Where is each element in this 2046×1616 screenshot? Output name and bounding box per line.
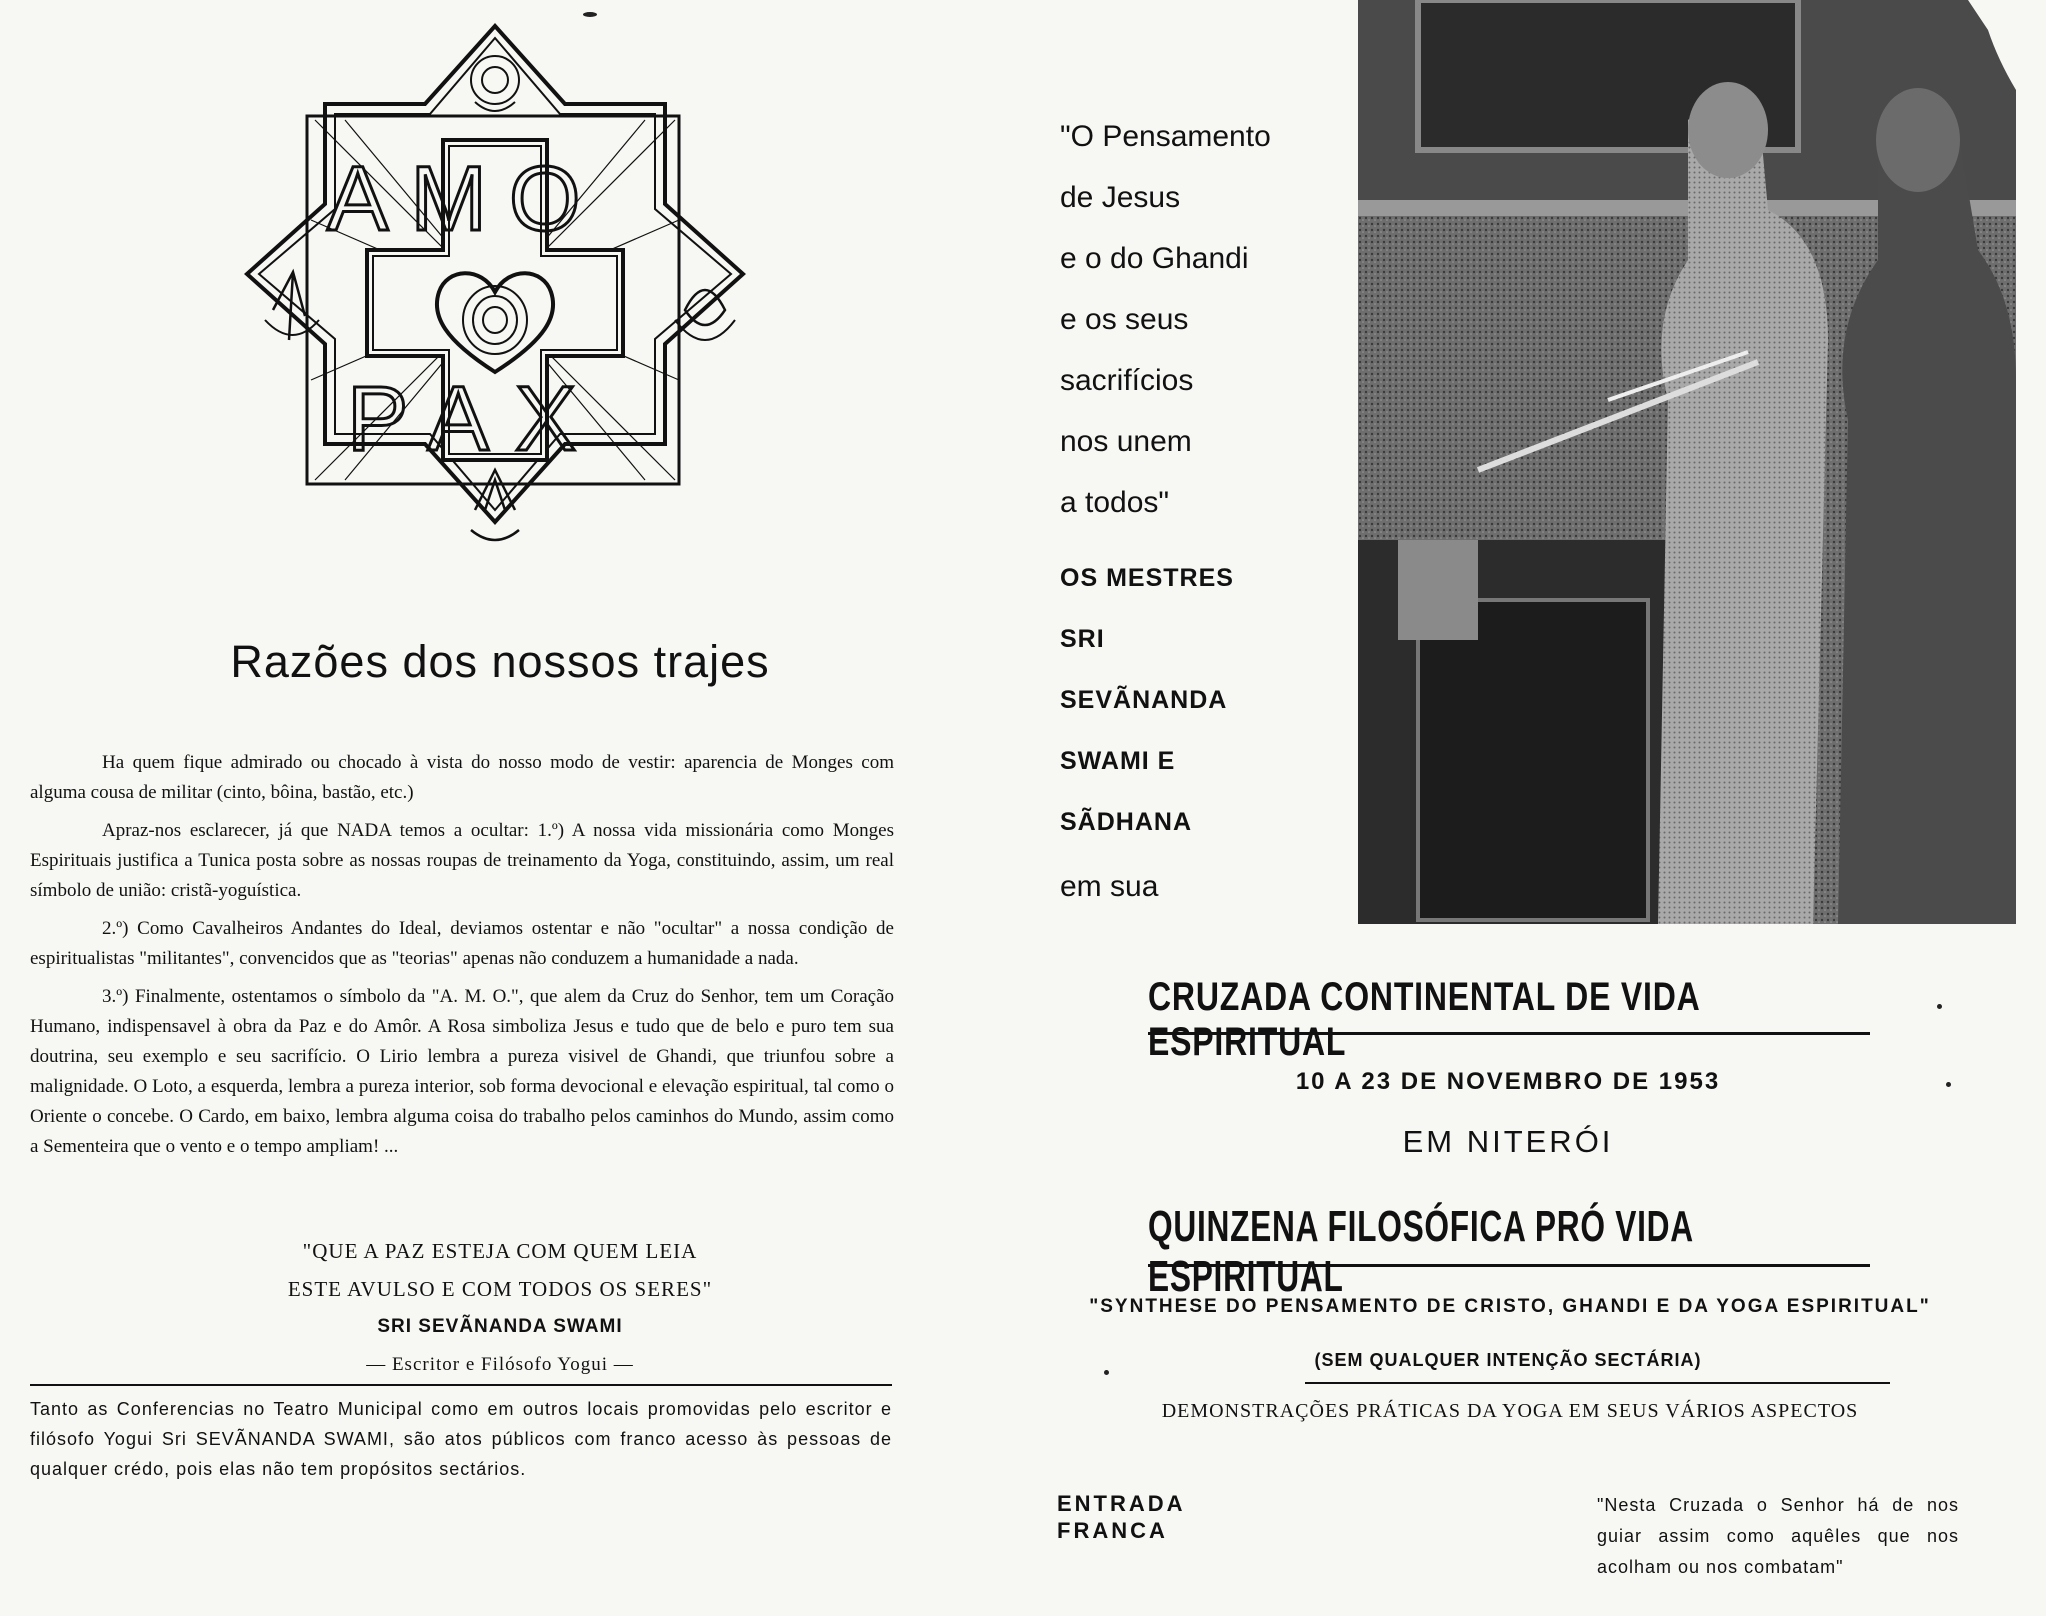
razoes-title: Razões dos nossos trajes — [230, 636, 770, 687]
pensamento-quote — [1060, 106, 1350, 533]
quinzena-headline: QUINZENA FILOSÓFICA PRÓ VIDA ESPIRITUAL — [1148, 1202, 1693, 1301]
closing-quote: "Nesta Cruzada o Senhor há de nos guiar assim como aquêles que nos acolham ou nos combatam" — [1597, 1495, 1959, 1577]
event-dates: 10 A 23 DE NOVEMBRO DE 1953 — [1295, 1068, 1721, 1095]
demonstracoes-text: DEMONSTRAÇÕES PRÁTICAS DA YOGA EM SEUS VÁRIOS ASPECTOS — [1161, 1400, 1859, 1422]
sectaria-note: (SEM QUALQUER INTENÇÃO SECTÁRIA) — [1314, 1350, 1702, 1370]
emblem-amo-text: AMO — [327, 148, 603, 250]
mestres-line: SÃDHANA — [1060, 808, 1192, 836]
quote-line: "QUE A PAZ ESTEJA COM QUEM LEIA — [302, 1239, 698, 1263]
mestres-list — [1060, 548, 1290, 853]
signature-role: — Escritor e Filósofo Yogui — — [366, 1354, 634, 1375]
headline-underline — [1148, 1032, 1870, 1035]
em-sua-text: em sua — [1060, 870, 1159, 903]
razoes-paragraph: Ha quem fique admirado ou chocado à vista do nosso modo de vestir: aparencia de Monges com alguma cousa de militar (cinto, bôina, bastão, etc.) — [30, 752, 894, 803]
mestres-line: OS MESTRES — [1060, 564, 1234, 592]
mestres-line: SWAMI E — [1060, 747, 1176, 775]
amo-pax-emblem — [235, 20, 755, 610]
emblem-pax-text: PAX — [347, 368, 603, 470]
synthese-subtitle: "SYNTHESE DO PENSAMENTO DE CRISTO, GHANDI E DA YOGA ESPIRITUAL" — [1089, 1296, 1931, 1317]
print-speck — [1937, 1004, 1942, 1009]
pensamento-line: "O Pensamento — [1060, 120, 1271, 153]
razoes-paragraph: 3.º) Finalmente, ostentamos o símbolo da "A. M. O.", que alem da Cruz do Senhor, tem um Coração Humano, indispensavel à obra da Paz e do Amôr. A Rosa simboliza Jesus e tudo que de belo e puro tem sua doutrina, seu exemplo e seu sacrifício. O Lirio lembra a pureza visivel de Ghandi, que triunfou sobre a malignidade. O Loto, a esquerda, lembra a pureza interior, sob forma devocional e elevação espiritual, tal como o Oriente o concebe. O Cardo, em baixo, lembra alguma coisa do trabalho pelos caminhos do Mundo, assim como a Sementeira que o vento e o tempo ampliam! ... — [30, 986, 894, 1157]
footer-note: Tanto as Conferencias no Teatro Municipal como em outros locais promovidas pelo escritor e filósofo Yogui Sri SEVÃNANDA SWAMI, são atos públicos com franco acesso às pessoas de qualquer crédo, pois elas não tem propósitos sectários. — [30, 1399, 892, 1479]
divider — [1305, 1382, 1890, 1384]
signature: SRI SEVÃNANDA SWAMI — [377, 1316, 623, 1337]
pensamento-line: nos unem — [1060, 425, 1192, 458]
monks-photo — [1358, 0, 2016, 924]
headline-underline — [1148, 1264, 1870, 1267]
event-city: EM NITERÓI — [1402, 1124, 1614, 1159]
pensamento-line: a todos" — [1060, 486, 1170, 519]
cruzada-headline: CRUZADA CONTINENTAL DE VIDA ESPIRITUAL — [1148, 975, 1700, 1064]
print-speck — [583, 12, 597, 17]
pensamento-line: de Jesus — [1060, 181, 1181, 214]
razoes-paragraph: 2.º) Como Cavalheiros Andantes do Ideal, deviamos ostentar e não "ocultar" a nossa condição de espiritualistas "militantes", convencidos que as "teorias" apenas não conduzem a humanidade a nada. — [30, 918, 894, 969]
entrada-line: FRANCA — [1057, 1518, 1168, 1543]
pensamento-line: e os seus — [1060, 303, 1189, 336]
print-speck — [1104, 1370, 1109, 1375]
print-speck — [1946, 1082, 1951, 1087]
razoes-body — [30, 748, 894, 1170]
razoes-paragraph: Apraz-nos esclarecer, já que NADA temos a ocultar: 1.º) A nossa vida missionária como Monges Espirituais justifica a Tunica posta sobre as nossas roupas de treinamento da Yoga, constituindo, assim, um real símbolo de união: cristã-yoguística. — [30, 820, 894, 901]
peace-quote — [170, 1232, 830, 1384]
mestres-line: SRI — [1060, 625, 1105, 653]
divider — [30, 1384, 892, 1386]
entrada-line: ENTRADA — [1057, 1491, 1186, 1516]
quote-line: ESTE AVULSO E COM TODOS OS SERES" — [287, 1277, 713, 1301]
entrada-franca — [1057, 1490, 1186, 1544]
mestres-line: SEVÃNANDA — [1060, 686, 1228, 714]
pensamento-line: sacrifícios — [1060, 364, 1194, 397]
pensamento-line: e o do Ghandi — [1060, 242, 1249, 275]
